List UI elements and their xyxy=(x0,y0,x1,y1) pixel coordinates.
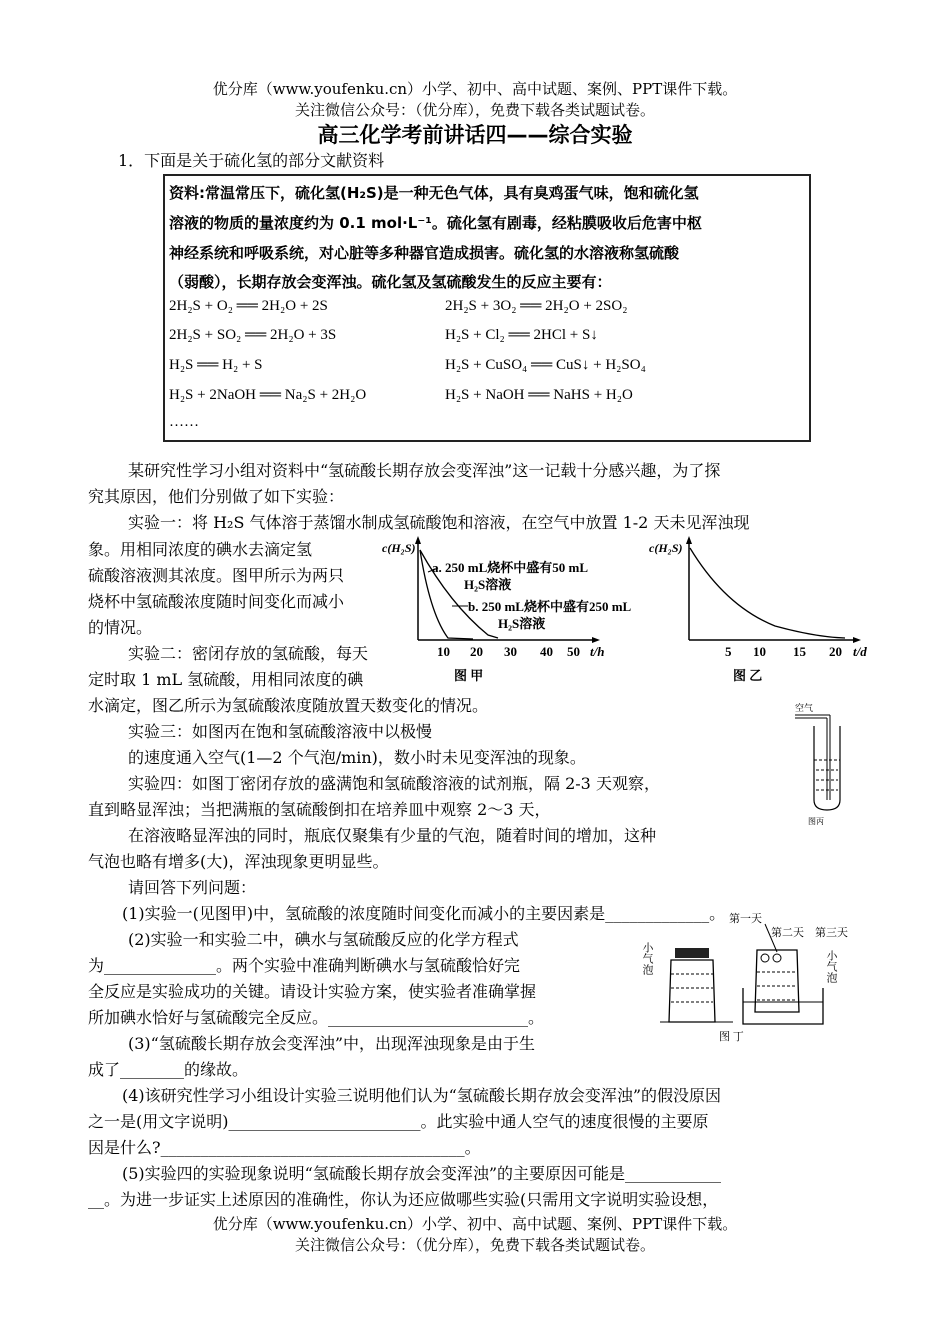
body-line-14: 直到略显浑浊；当把满瓶的氢硫酸倒扣在培养皿中观察 2～3 天， xyxy=(88,800,551,819)
jia-y-label: c(H₂S) xyxy=(382,541,416,555)
question-1-intro: 1．下面是关于硫化氢的部分文献资料 xyxy=(118,151,385,170)
jia-tick-30: 30 xyxy=(504,644,517,659)
question-2-d: 所加碘水恰好与氢硫酸完全反应。_________________________。 xyxy=(88,1008,545,1027)
body-line-2: 究其原因，他们分别做了如下实验： xyxy=(88,487,345,506)
bing-caption: 图丙 xyxy=(808,817,824,826)
equation-2: 2H₂S + 3O₂ ══ 2H₂O + 2SO₂ xyxy=(445,298,628,314)
question-4-b: 之一是(用文字说明)________________________。此实验中通人空气的速度很慢的主要原 xyxy=(88,1112,709,1131)
equation-1: 2H₂S + O₂ ══ 2H₂O + 2S xyxy=(169,298,328,314)
body-line-5: 硫酸溶液测其浓度。图甲所示为两只 xyxy=(88,566,345,585)
body-line-15: 在溶液略显浑浊的同时，瓶底仅聚集有少量的气泡，随着时间的增加，这种 xyxy=(128,826,657,845)
figure-bing xyxy=(790,700,860,828)
figure-jia xyxy=(368,534,632,684)
body-line-3: 实验一：将 H₂S 气体溶于蒸馏水制成氢硫酸饱和溶液，在空气中放置 1-2 天未见浑浊现 xyxy=(128,513,750,532)
material-text-1: 资料:常温常压下，硫化氢(H₂S)是一种无色气体，具有臭鸡蛋气味，饱和硫化氢 xyxy=(169,184,699,202)
equation-ellipsis: …… xyxy=(169,414,199,430)
jia-tick-10: 10 xyxy=(437,644,450,659)
equation-3: 2H₂S + SO₂ ══ 2H₂O + 3S xyxy=(169,327,337,343)
yi-x-unit: t/d xyxy=(853,644,867,659)
ding-day-2: 第二天 xyxy=(771,927,804,939)
footer-line-2: 关注微信公众号：（优分库），免费下载各类试题试卷。 xyxy=(294,1236,655,1254)
equation-7: H₂S + 2NaOH ══ Na₂S + 2H₂O xyxy=(169,387,367,403)
bing-air-label: 空气 xyxy=(795,703,814,713)
yi-caption: 图 乙 xyxy=(733,668,763,683)
equation-5: H₂S ══ H₂ + S xyxy=(169,357,263,373)
equation-4: H₂S + Cl₂ ══ 2HCl + S↓ xyxy=(445,327,598,343)
body-line-8: 实验二：密闭存放的氢硫酸，每天 xyxy=(128,644,369,663)
body-line-12: 的速度通入空气(1—2 个气泡/min)，数小时未见变浑浊的现象。 xyxy=(128,748,586,767)
question-5-a: (5)实验四的实验现象说明“氢硫酸长期存放会变浑浊”的主要原因可能是____________ xyxy=(122,1164,722,1183)
body-line-7: 的情况。 xyxy=(88,618,153,637)
footer-line-1: 优分库（www.youfenku.cn）小学、初中、高中试题、案例、PPT课件下载。 xyxy=(212,1215,738,1233)
body-line-17: 请回答下列问题： xyxy=(128,878,257,897)
question-2-a: (2)实验一和实验二中，碘水与氢硫酸反应的化学方程式 xyxy=(128,930,519,949)
question-3-b: 成了________的缘故。 xyxy=(88,1060,249,1079)
body-line-4: 象。用相同浓度的碘水去滴定氢 xyxy=(88,540,313,559)
question-4-c: 因是什么?______________________________________。 xyxy=(88,1138,481,1157)
jia-tick-20: 20 xyxy=(470,644,483,659)
reference-material-box xyxy=(163,174,811,442)
equation-6: H₂S + CuSO₄ ══ CuS↓ + H₂SO₄ xyxy=(445,357,646,373)
jia-caption: 图 甲 xyxy=(454,668,484,683)
ding-bubble-label-2: 小气泡 xyxy=(825,950,837,983)
yi-tick-20: 20 xyxy=(829,644,842,659)
body-line-11: 实验三：如图丙在饱和氢硫酸溶液中以极慢 xyxy=(128,722,433,741)
yi-tick-5: 5 xyxy=(725,644,732,659)
body-line-9: 定时取 1 mL 氢硫酸，用相同浓度的碘 xyxy=(88,670,364,689)
jia-label-a: a. 250 mL烧杯中盛有50 mL xyxy=(432,560,589,575)
question-1: (1)实验一(见图甲)中，氢硫酸的浓度随时间变化而减小的主要因素是_____________。 xyxy=(122,904,726,923)
figure-ding xyxy=(641,912,860,1044)
jia-x-unit: t/h xyxy=(590,644,605,659)
ding-caption: 图 丁 xyxy=(719,1031,744,1043)
ding-day-3: 第三天 xyxy=(815,927,848,939)
page-title: 高三化学考前讲话四——综合实验 xyxy=(317,123,633,147)
material-text-2: 溶液的物质的量浓度约为 0.1 mol·L⁻¹。硫化氢有剧毒，经粘膜吸收后危害中枢 xyxy=(169,214,702,232)
body-line-1: 某研究性学习小组对资料中“氢硫酸长期存放会变浑浊”这一记载十分感兴趣，为了探 xyxy=(128,461,721,480)
ding-bubble-label: 小气泡 xyxy=(641,942,653,975)
body-line-13: 实验四：如图丁密闭存放的盛满饱和氢硫酸溶液的试剂瓶，隔 2-3 天观察， xyxy=(128,774,660,793)
yi-y-label: c(H₂S) xyxy=(649,541,683,555)
body-line-10: 水滴定，图乙所示为氢硫酸浓度随放置天数变化的情况。 xyxy=(88,696,489,715)
body-line-6: 烧杯中氢硫酸浓度随时间变化而减小 xyxy=(88,592,345,611)
jia-tick-50: 50 xyxy=(567,644,580,659)
ding-day-1: 第一天 xyxy=(729,913,762,925)
question-2-c: 全反应是实验成功的关键。请设计实验方案，使实验者准确掌握 xyxy=(88,982,537,1001)
jia-label-b-sub: H₂S溶液 xyxy=(498,616,546,631)
material-text-3: 神经系统和呼吸系统，对心脏等多种器官造成损害。硫化氢的水溶液称氢硫酸 xyxy=(169,244,680,262)
material-text-4: （弱酸），长期存放会变浑浊。硫化氢及氢硫酸发生的反应主要有： xyxy=(169,273,612,291)
equation-8: H₂S + NaOH ══ NaHS + H₂O xyxy=(445,387,633,403)
figure-yi xyxy=(645,534,895,684)
jia-tick-40: 40 xyxy=(540,644,553,659)
question-4-a: (4)该研究性学习小组设计实验三说明他们认为“氢硫酸长期存放会变浑浊”的假没原因 xyxy=(122,1086,722,1105)
yi-tick-10: 10 xyxy=(753,644,766,659)
jia-label-a-sub: H₂S溶液 xyxy=(464,577,512,592)
header-line-2: 关注微信公众号：（优分库），免费下载各类试题试卷。 xyxy=(294,101,655,119)
jia-label-b: b. 250 mL烧杯中盛有250 mL xyxy=(468,599,632,614)
question-2-b: 为______________。两个实验中准确判断碘水与氢硫酸恰好完 xyxy=(88,956,521,975)
question-3-a: (3)“氢硫酸长期存放会变浑浊”中，出现浑浊现象是由于生 xyxy=(128,1034,536,1053)
body-line-16: 气泡也略有增多(大)，浑浊现象更明显些。 xyxy=(88,852,389,871)
question-5-b: __。为进一步证实上述原因的准确性，你认为还应做哪些实验(只需用文字说明实验设想， xyxy=(88,1190,719,1209)
header-line-1: 优分库（www.youfenku.cn）小学、初中、高中试题、案例、PPT课件下载。 xyxy=(212,80,738,98)
yi-tick-15: 15 xyxy=(793,644,806,659)
